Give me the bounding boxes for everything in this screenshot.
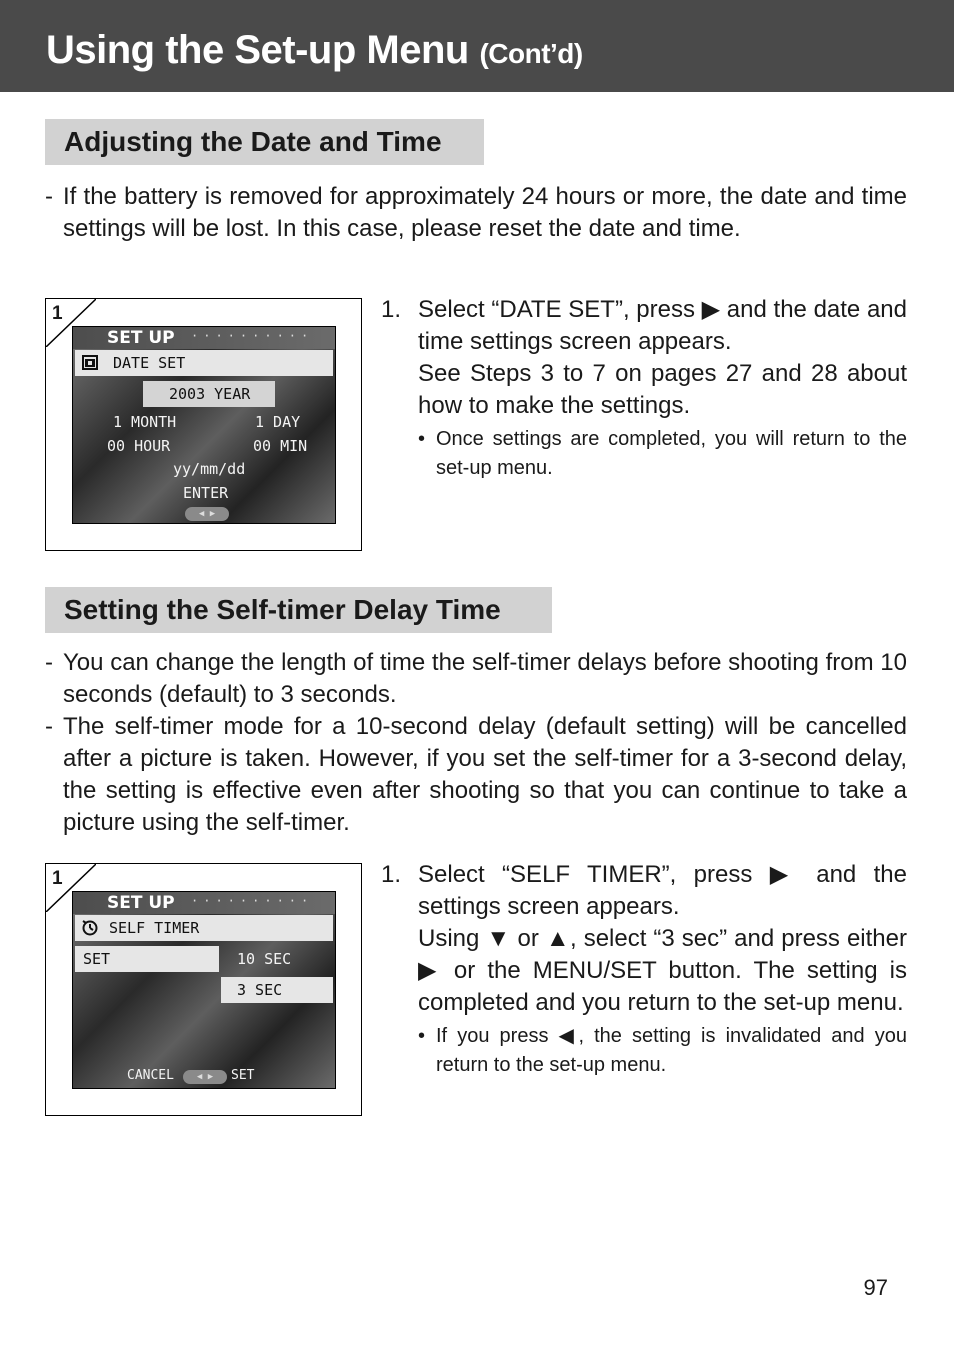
bullet-item: - You can change the length of time the self-timer delays before shooting from 10 seconds (default) to 3 seconds. <box>45 649 907 708</box>
lcd-option-3-sec: 3 SEC <box>221 977 333 1003</box>
step-number: 1. <box>381 861 402 888</box>
figure-date-set <box>45 298 362 551</box>
lcd-cancel: CANCEL <box>127 1068 174 1083</box>
lcd-nav-arrows-icon: ◀ ▶ <box>185 507 229 521</box>
page-header <box>0 0 954 92</box>
step-text: See Steps 3 to 7 on pages 27 and 28 about how to make the settings. <box>418 360 907 419</box>
lcd-item-label: SELF TIMER <box>109 919 200 937</box>
lcd-year-field: 2003 YEAR <box>143 381 275 407</box>
step-text: Select “DATE SET”, press ▶ and the date and time settings screen appears. <box>418 296 907 355</box>
page-number: 97 <box>863 1275 888 1300</box>
step-number: 1. <box>381 296 402 323</box>
figure-self-timer <box>45 863 362 1116</box>
step-note: • If you press ◀, the setting is invalidated and you return to the set-up menu. <box>418 1025 907 1076</box>
page-subtitle: (Cont’d) <box>479 38 583 69</box>
camera-lcd-date-set <box>72 326 336 524</box>
lcd-date-format: yy/mm/dd <box>173 460 246 478</box>
section1-bullets <box>45 181 907 245</box>
lcd-header <box>73 327 335 349</box>
figure-number: 1 <box>52 303 63 324</box>
lcd-hour: 00 HOUR <box>107 437 171 455</box>
lcd-menu-row <box>75 350 333 376</box>
bullet-item: - The self-timer mode for a 10-second delay (default setting) will be cancelled after a picture is taken. However, if you set the self-timer for a 3-second delay, the setting is effective even after shooting so that you can continue to take a picture using the self-timer. <box>45 713 907 836</box>
step-text: Using ▼ or ▲, select “3 sec” and press either ▶ or the MENU/SET button. The setting is completed and you return to the set-up menu. <box>418 925 907 1016</box>
step-self-timer <box>381 859 907 1080</box>
lcd-set-row: SET <box>75 946 219 972</box>
lcd-month: 1 MONTH <box>113 413 177 431</box>
lcd-heading: SET UP <box>107 893 175 913</box>
step-date-set <box>381 294 907 483</box>
lcd-dots: ·········· <box>191 329 314 343</box>
lcd-header <box>73 892 335 914</box>
lcd-menu-row <box>75 915 333 941</box>
lcd-heading: SET UP <box>107 328 175 348</box>
lcd-option-10-sec: 10 SEC <box>237 950 292 968</box>
page-title: Using the Set-up Menu (Cont’d) <box>46 28 583 72</box>
step-note: • Once settings are completed, you will return to the set-up menu. <box>418 428 907 479</box>
bullet-item: - If the battery is removed for approximately 24 hours or more, the date and time settings will be lost. In this case, please reset the date and time. <box>45 183 907 242</box>
lcd-min: 00 MIN <box>253 437 308 455</box>
section2-bullets <box>45 647 907 839</box>
calendar-icon <box>81 353 99 371</box>
figure-number: 1 <box>52 868 63 889</box>
section-title-self-timer: Setting the Self-timer Delay Time <box>45 587 552 633</box>
lcd-nav-arrows-icon: ◀ ▶ <box>183 1070 227 1084</box>
lcd-item-label: DATE SET <box>113 354 186 372</box>
camera-lcd-self-timer <box>72 891 336 1089</box>
lcd-dots: ·········· <box>191 894 314 908</box>
section-title-date-time: Adjusting the Date and Time <box>45 119 484 165</box>
lcd-day: 1 DAY <box>255 413 301 431</box>
lcd-enter: ENTER <box>183 484 229 502</box>
lcd-set-button: SET <box>231 1068 255 1083</box>
step-text: Select “SELF TIMER”, press ▶ and the settings screen appears. <box>418 861 907 920</box>
self-timer-icon <box>81 918 99 936</box>
